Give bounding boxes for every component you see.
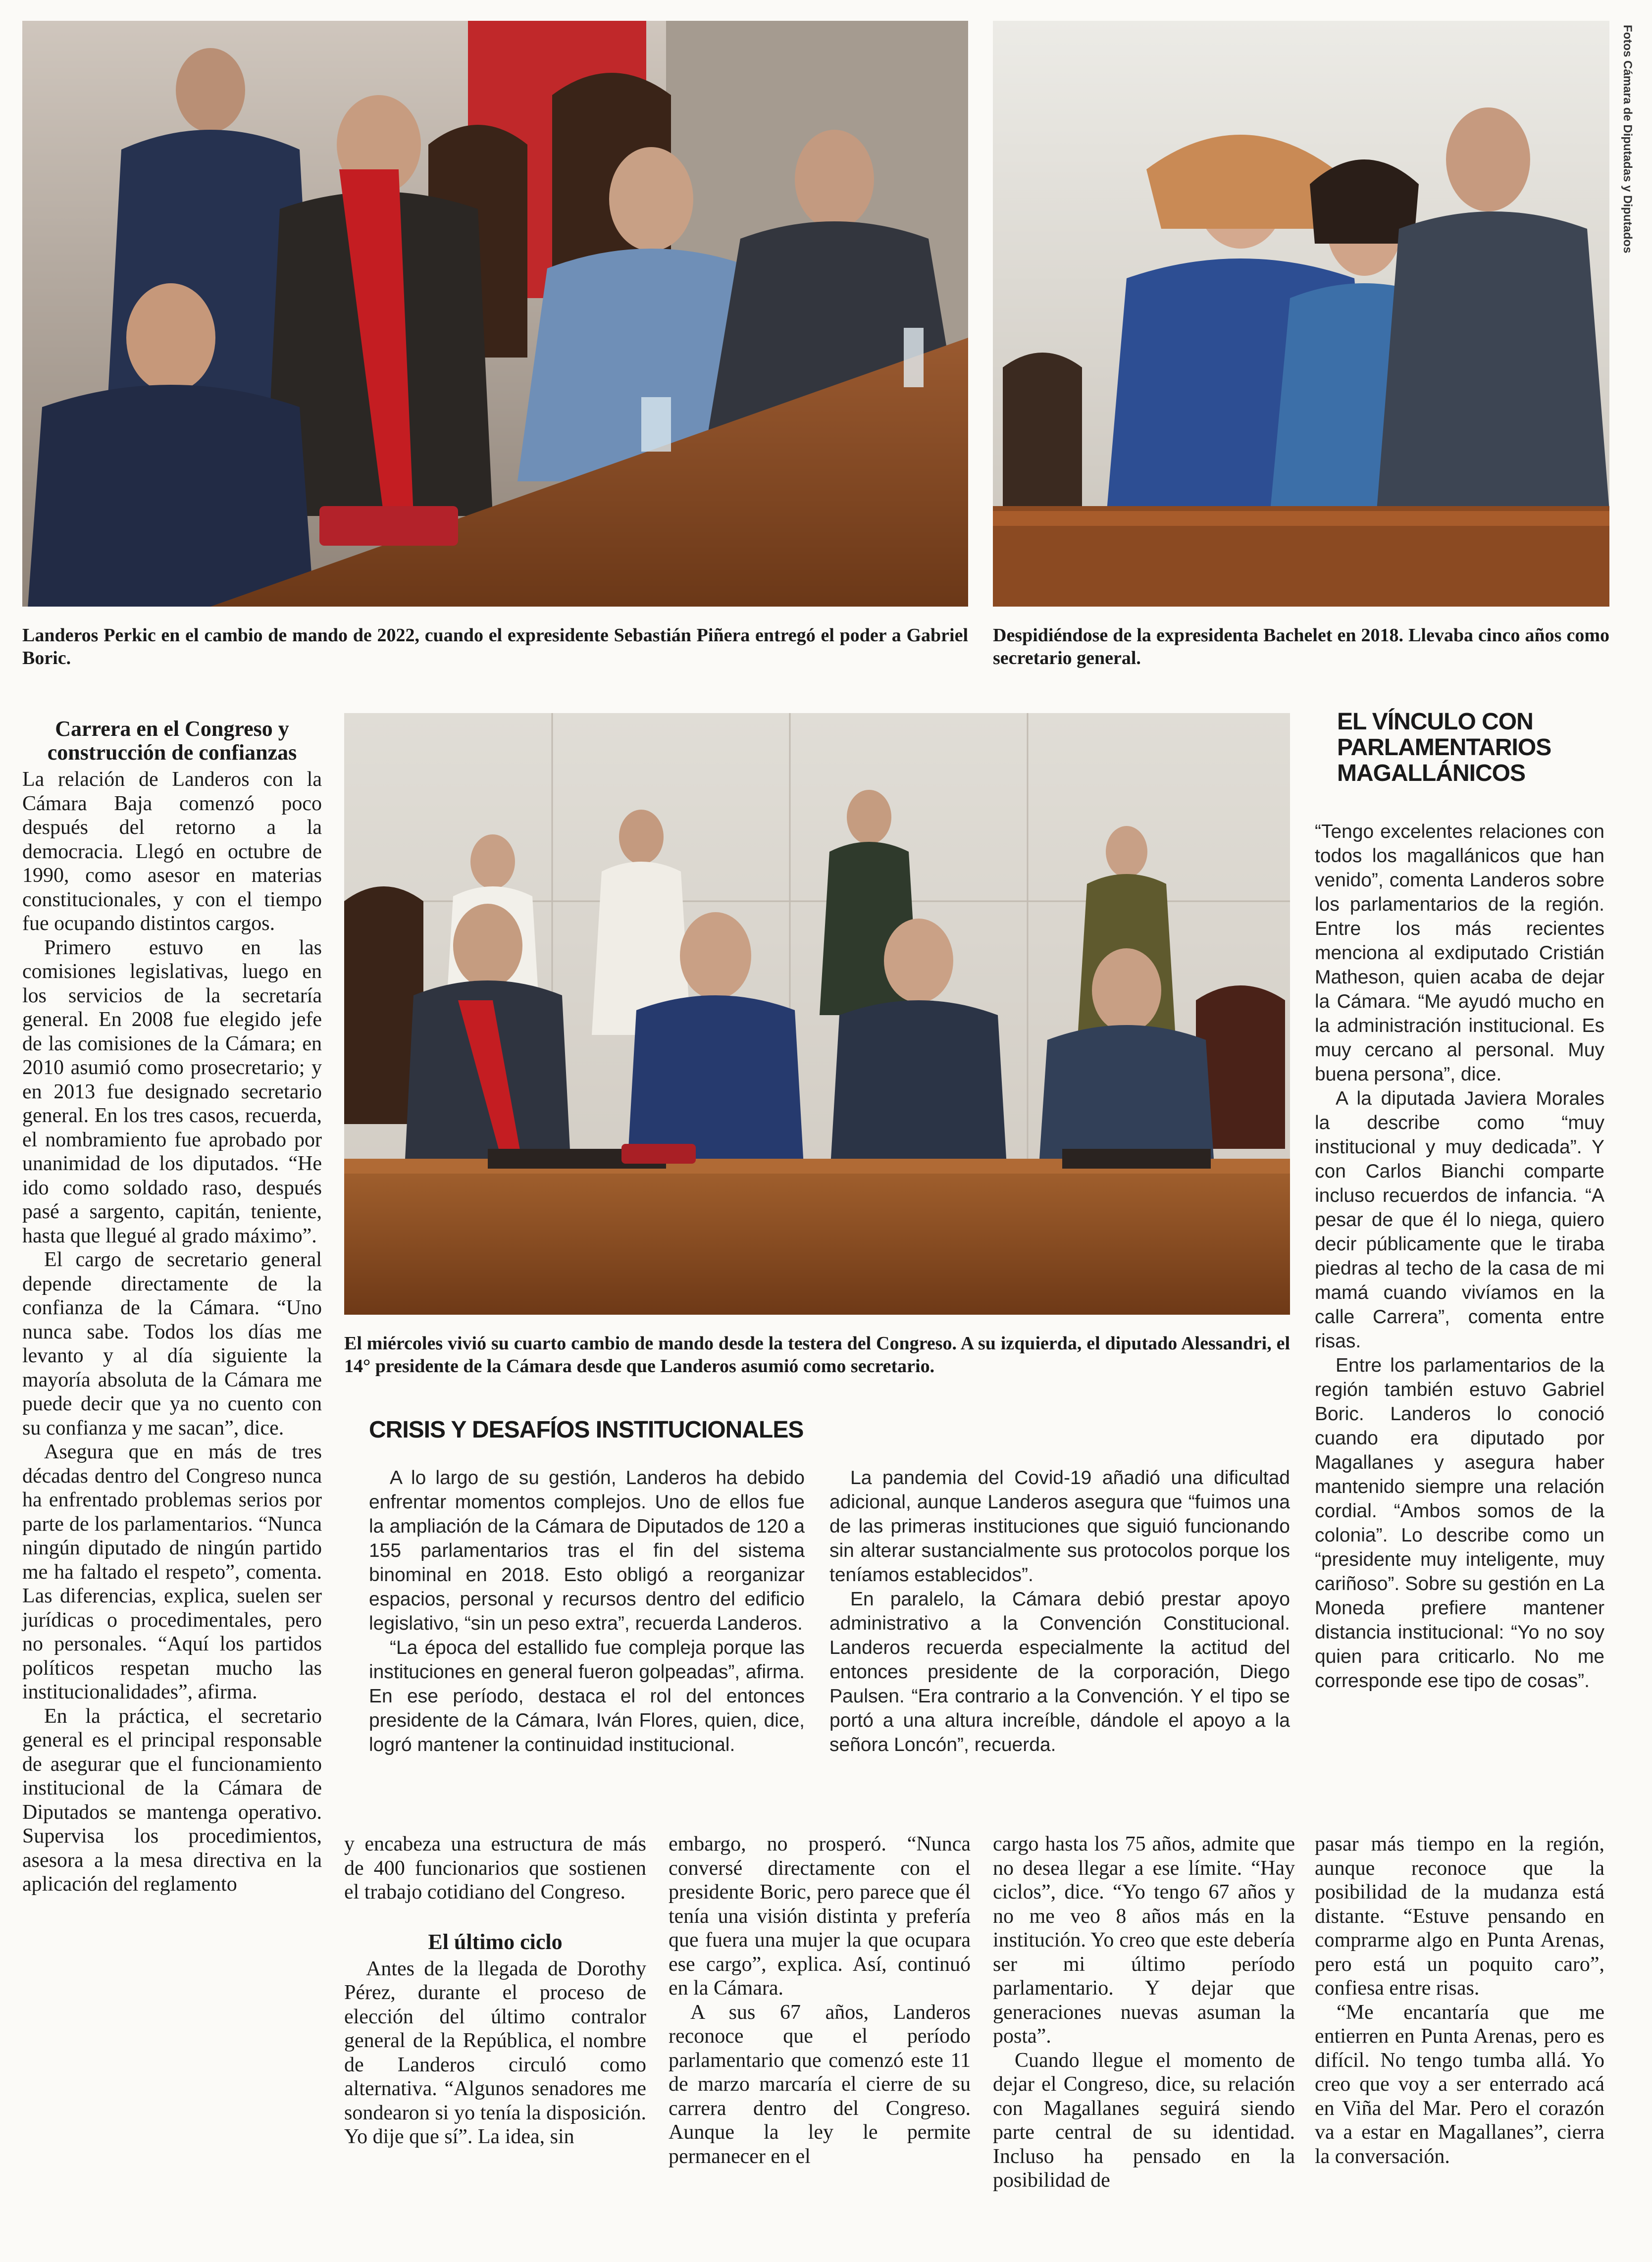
subheading-ultimo-ciclo: El último ciclo: [428, 1929, 563, 1954]
vinculo-paragraph: Entre los parlamentarios de la región también estuvo Gabriel Boric. Landeros lo conoció cuando era diputado por Magallanes y asegura haber mantenido siempre una relación cordial. “Ambos somos de la colonia”. Lo describe como un “presidente muy inteligente, muy cariñoso”. Sobre su gestión en La Moneda prefiere mantener distancia institucional: “Yo no soy quien para criticarlo. No me corresponde ese tipo de cosas”.: [1315, 1355, 1604, 1692]
caption-cambio-mando-2022: Landeros Perkic en el cambio de mando de 2022, cuando el expresidente Sebastián Piñera entregó el poder a Gabriel Boric.: [22, 625, 968, 668]
bottom-paragraph: A sus 67 años, Landeros reconoce que el período parlamentario que comenzó este 11 de marzo marcaría el cierre de su carrera dentro del Congreso. Aunque la ley le permite permanecer en el: [669, 2001, 971, 2168]
left-column: [22, 717, 322, 1897]
photo-bachelet-2018: [993, 21, 1609, 607]
crisis-paragraph: “La época del estallido fue compleja porque las instituciones en general fueron golpeadas”, afirma. En ese período, destaca el rol del entonces presidente de la Cámara, Iván Flores, quien, dice, logró mantener la continuidad institucional.: [369, 1637, 805, 1755]
bottom-paragraph: embargo, no prosperó. “Nunca conversé directamente con el presidente Boric, pero parece que él tenía una visión distinta y prefería que fuera una mujer la que ocupara ese cargo”, explica. Así, continuó en la Cámara.: [669, 1833, 971, 2000]
bottom-column-4: [993, 1832, 1295, 2193]
bottom-paragraph: pasar más tiempo en la región, aunque reconoce que la posibilidad de la mudanza está distante. “Estuve pensando en comprarme algo en Punta Arenas, pero está un poquito caro”, confiesa entre risas.: [1315, 1833, 1604, 2000]
bottom-column-5: [1315, 1832, 1604, 2168]
section-title-crisis: CRISIS Y DESAFÍOS INSTITUCIONALES: [369, 1417, 804, 1443]
bottom-paragraph: cargo hasta los 75 años, admite que no desea llegar a ese límite. “Hay ciclos”, dice. “Yo tengo 67 años y no me veo 8 años más en la institución. Yo creo que este debería ser mi último período parlamentario. Y dejar que generaciones nuevas asuman la posta”.: [993, 1833, 1295, 2048]
vinculo-column: [1315, 820, 1604, 1693]
left-paragraph: Primero estuvo en las comisiones legislativas, luego en los servicios de la secretaría general. En 2008 fue elegido jefe de las comisiones de la Cámara; en 2010 asumió como prosecretario; y en 2013 fue designado secretario general. En los tres casos, recuerda, el nombramiento fue aprobado por unanimidad de los diputados. “He ido como soldado raso, después pasé a sargento, capitán, teniente, hasta que llegué al grado máximo”.: [22, 936, 322, 1247]
photo-credit: Fotos Cámara de Diputadas y Diputados: [1621, 25, 1634, 254]
bottom-column-3: [669, 1832, 971, 2168]
left-paragraph: Asegura que en más de tres décadas dentro del Congreso nunca ha enfrentado problemas serios por parte de los parlamentarios. “Nunca ningún diputado de ningún partido me ha faltado el respeto”, comenta. Las diferencias, explica, suelen ser jurídicas o procedimentales, pero no personales. “Aquí los partidos políticos respetan mucho las institucionalidades”, afirma.: [22, 1440, 322, 1703]
bottom-paragraph: Cuando llegue el momento de dejar el Congreso, dice, su relación con Magallanes seguirá siendo parte central de su identidad. Incluso ha pensado en la posibilidad de: [993, 2049, 1295, 2192]
crisis-column-2: [829, 1466, 1290, 1757]
photo-cambio-mando-2022: [22, 21, 968, 607]
crisis-paragraph: La pandemia del Covid-19 añadió una dificultad adicional, aunque Landeros asegura que “fuimos una de las primeras instituciones que siguió funcionando sin alterar sustancialmente sus protocolos porque los teníamos establecidos”.: [829, 1467, 1290, 1586]
vinculo-paragraph: “Tengo excelentes relaciones con todos los magallánicos que han venido”, comenta Landeros sobre los parlamentarios de la región. Entre los más recientes menciona al exdiputado Cristián Matheson, quien acaba de dejar la Cámara. “Me ayudó mucho en la administración institucional. Es muy cercano al personal. Muy buena persona”, dice.: [1315, 821, 1604, 1085]
crisis-paragraph: En paralelo, la Cámara debió prestar apoyo administrativo a la Convención Constitucional. Landeros recuerda especialmente la actitud del entonces presidente de la corporación, Diego Paulsen. “Era contrario a la Convención. Y el tipo se portó a una altura increíble, dándole el apoyo a la señora Loncón”, recuerda.: [829, 1589, 1290, 1755]
section-title-vinculo: EL VÍNCULO CON PARLAMENTARIOS MAGALLÁNICOS: [1337, 709, 1551, 786]
left-paragraph: El cargo de secretario general depende directamente de la confianza de la Cámara. “Uno nunca sabe. Todos los días me levanto y al día siguiente la mayoría absoluta de la Cámara me puede decir que ya no cuento con su confianza y me sacan”, dice.: [22, 1248, 322, 1439]
left-paragraph: La relación de Landeros con la Cámara Baja comenzó poco después del retorno a la democracia. Llegó en octubre de 1990, como asesor en materias constitucionales, y con el tiempo fue ocupando distintos cargos.: [22, 768, 322, 935]
crisis-paragraph: A lo largo de su gestión, Landeros ha debido enfrentar momentos complejos. Uno de ellos fue la ampliación de la Cámara de Diputados de 120 a 155 parlamentarios tras el fin del sistema binominal en 2018. Esto obligó a reorganizar espacios, personal y recursos dentro del edificio legislativo, “sin un peso extra”, recuerda Landeros.: [369, 1467, 805, 1634]
left-column-heading: Carrera en el Congreso y construcción de confianzas: [47, 717, 297, 765]
bottom-paragraph: Antes de la llegada de Dorothy Pérez, durante el proceso de elección del último contralor general de la República, el nombre de Landeros circuló como alternativa. “Algunos senadores me sondearon si yo tenía la disposición. Yo dije que sí”. La idea, sin: [344, 1957, 646, 2148]
photo-cambio-mando-actual: [344, 713, 1290, 1315]
caption-bachelet-2018: Despidiéndose de la expresidenta Bachelet en 2018. Llevaba cinco años como secretario general.: [993, 625, 1609, 668]
bottom-paragraph: y encabeza una estructura de más de 400 funcionarios que sostienen el trabajo cotidiano del Congreso.: [344, 1833, 646, 1903]
caption-cambio-mando-actual: El miércoles vivió su cuarto cambio de mando desde la testera del Congreso. A su izquierda, el diputado Alessandri, el 14° presidente de la Cámara desde que Landeros asumió como secretario.: [344, 1333, 1290, 1377]
bottom-paragraph: “Me encantaría que me entierren en Punta Arenas, pero es difícil. No tengo tumba allá. Yo creo que voy a ser enterrado acá en Viña del Mar. Pero el corazón va a estar en Magallanes”, cierra la conversación.: [1315, 2001, 1604, 2168]
vinculo-paragraph: A la diputada Javiera Morales la describe como “muy institucional y muy dedicada”. Y con Carlos Bianchi comparte incluso recuerdos de infancia. “A pesar de que él lo niega, quiero decir públicamente que le tiraba piedras al techo de la casa de mi mamá cuando vivíamos en la calle Carrera”, comenta entre risas.: [1315, 1088, 1604, 1352]
bottom-column-2: [344, 1832, 646, 2149]
left-paragraph: En la práctica, el secretario general es el principal responsable de asegurar que el funcionamiento institucional de la Cámara de Diputados se mantenga operativo. Supervisa los procedimientos, asesora a la mesa directiva en la aplicación del reglamento: [22, 1704, 322, 1896]
crisis-column-1: [369, 1466, 805, 1757]
